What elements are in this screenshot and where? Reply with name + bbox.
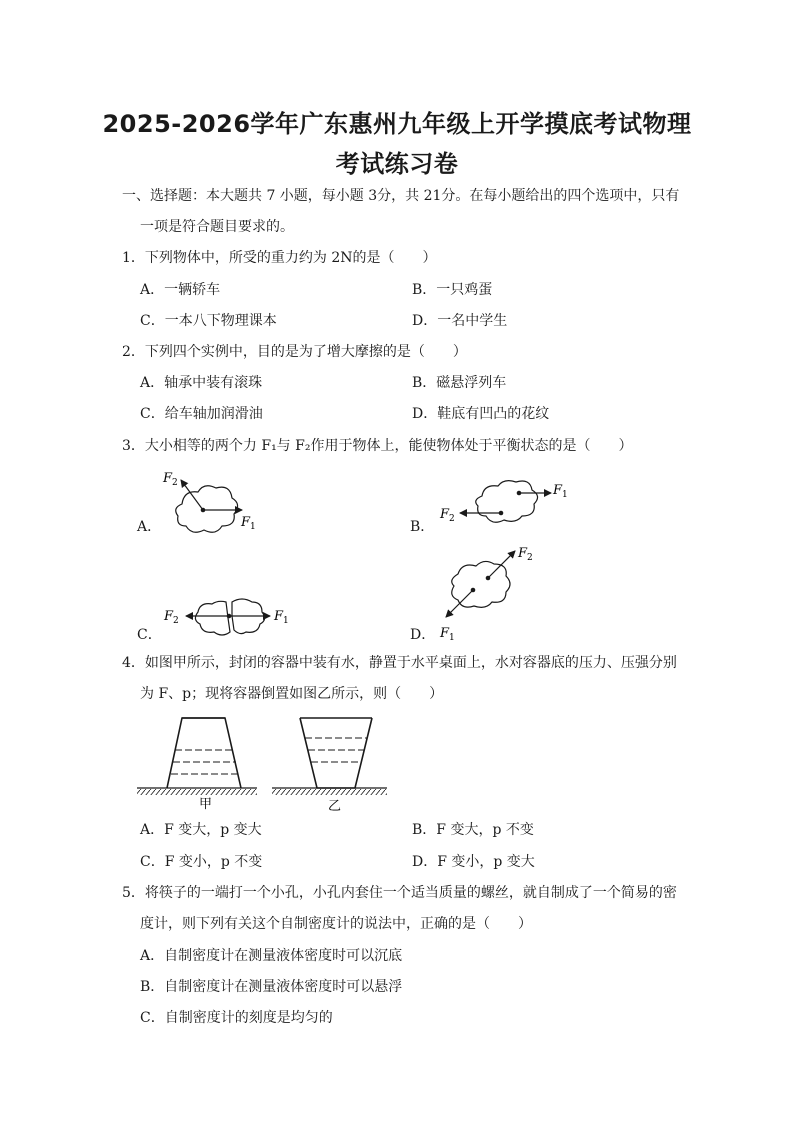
question-stem-line-2: 为 F、p；现将容器倒置如图乙所示，则（ ） xyxy=(140,686,444,702)
option-c-letter: C． xyxy=(137,627,162,643)
label-f1: $F_1$ xyxy=(440,626,455,643)
cloud-object-left xyxy=(195,601,230,635)
option-c: C．给车轴加润滑油 xyxy=(140,406,263,422)
section-heading-line-1: 一、选择题：本大题共 7 小题，每小题 3分，共 21分。在每小题给出的四个选项中，只有 xyxy=(122,188,680,204)
option-a: A．一辆轿车 xyxy=(140,282,221,298)
question-stem-line-2: 度计，则下列有关这个自制密度计的说法中，正确的是（ ） xyxy=(140,916,532,932)
ground-hatch xyxy=(137,789,257,795)
question-stem: 2．下列四个实例中，目的是为了增大摩擦的是（ ） xyxy=(122,344,467,360)
figure-jia xyxy=(137,718,257,795)
diagram-d xyxy=(439,546,533,643)
container-inverted xyxy=(300,718,372,788)
option-a: A．轴承中装有滚珠 xyxy=(140,375,263,391)
title-line-1: 2025-2026学年广东惠州九年级上开学摸底考试物理 xyxy=(102,110,692,138)
label-f1: $F_1$ xyxy=(241,515,256,532)
option-d: D．一名中学生 xyxy=(412,313,508,329)
cloud-object xyxy=(476,481,538,523)
option-b-letter: B． xyxy=(410,519,435,535)
question-stem: 1．下列物体中，所受的重力约为 2N的是（ ） xyxy=(122,250,437,266)
question-stem-line-1: 5．将筷子的一端打一个小孔，小孔内套住一个适当质量的螺丝，就自制成了一个简易的密 xyxy=(122,885,677,901)
force-arrow-f2 xyxy=(181,480,203,510)
label-f2: $F_2$ xyxy=(163,471,178,488)
title-line-2: 考试练习卷 xyxy=(335,150,459,178)
label-f1: $F_1$ xyxy=(274,609,289,626)
question-stem: 3．大小相等的两个力 F₁与 F₂作用于物体上，能使物体处于平衡状态的是（ ） xyxy=(122,438,633,454)
option-c: C．自制密度计的刻度是均匀的 xyxy=(140,1010,333,1026)
diagram-c xyxy=(163,599,289,635)
container-upright xyxy=(167,718,241,788)
option-c: C．F 变小，p 不变 xyxy=(140,854,263,870)
cloud-object xyxy=(452,561,510,607)
option-d: D．F 变小，p 变大 xyxy=(412,854,535,870)
option-a: A．自制密度计在测量液体密度时可以沉底 xyxy=(140,948,403,964)
cloud-object xyxy=(176,486,238,533)
label-f1: $F_1$ xyxy=(553,483,568,500)
option-b: B．一只鸡蛋 xyxy=(412,282,493,298)
force-arrow-f1 xyxy=(446,590,473,617)
label-f2: $F_2$ xyxy=(440,507,455,524)
option-b: B．自制密度计在测量液体密度时可以悬浮 xyxy=(140,979,403,995)
option-b: B．磁悬浮列车 xyxy=(412,375,507,391)
option-c: C．一本八下物理课本 xyxy=(140,313,277,329)
label-f2: $F_2$ xyxy=(164,609,179,626)
option-b: B．F 变大，p 不变 xyxy=(412,822,534,838)
container-figure xyxy=(135,712,395,822)
force-diagrams xyxy=(0,460,794,660)
force-arrow-f2 xyxy=(488,551,515,578)
section-heading-line-2: 一项是符合题目要求的。 xyxy=(140,219,294,235)
label-f2: $F_2$ xyxy=(518,546,533,563)
ground-hatch xyxy=(272,789,387,795)
option-d-letter: D． xyxy=(410,627,436,643)
question-stem-line-1: 4．如图甲所示，封闭的容器中装有水，静置于水平桌面上，水对容器底的压力、压强分别 xyxy=(122,655,677,671)
label-yi: 乙 xyxy=(328,799,342,814)
option-a: A．F 变大，p 变大 xyxy=(140,822,262,838)
option-d: D．鞋底有凹凸的花纹 xyxy=(412,406,550,422)
option-a-letter: A． xyxy=(137,519,162,535)
diagram-a xyxy=(162,471,256,532)
diagram-b xyxy=(439,481,568,524)
label-jia: 甲 xyxy=(199,797,213,812)
figure-yi xyxy=(272,718,387,795)
